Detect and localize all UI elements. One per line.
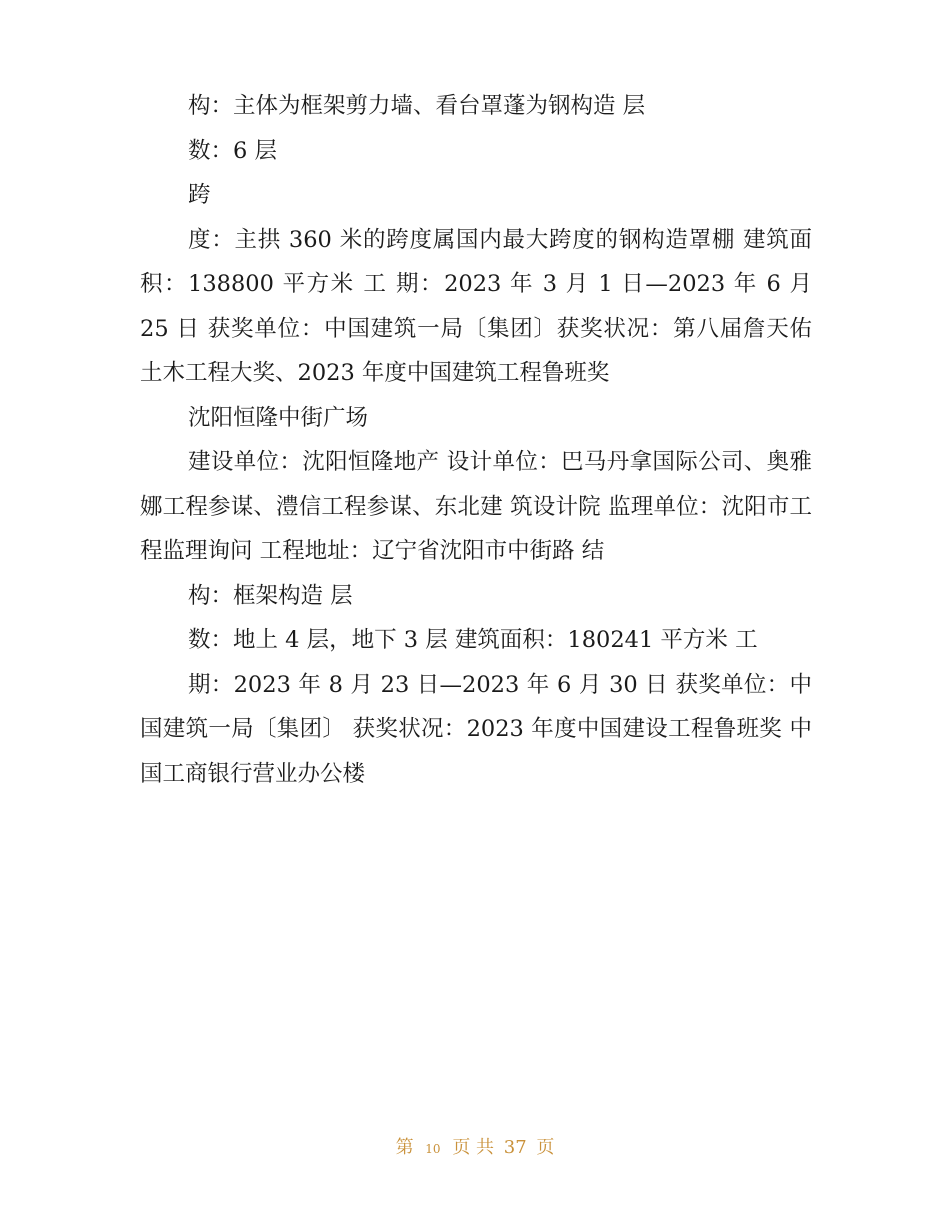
paragraph: 跨 xyxy=(188,182,211,208)
page-footer xyxy=(0,1133,950,1159)
paragraph: 数：6 层 xyxy=(188,137,277,164)
footer-prefix: 第 xyxy=(395,1137,414,1158)
footer-middle: 页 共 xyxy=(452,1137,495,1158)
section-heading: 沈阳恒隆中街广场 xyxy=(188,404,369,431)
paragraph: 度：主拱 360 米的跨度属国内最大跨度的钢构造罩棚 建筑面积：138800 平方米 工 期：2023 年 3 月 1 日—2023 年 6 月 25 日 获奖单位：中国建筑一局〔集团〕获奖状况：第八届詹天佑土木工程大奖、2023 年度中国建筑工程鲁班奖 xyxy=(140,226,812,386)
page-number: 10 xyxy=(425,1142,441,1156)
paragraph: 建设单位：沈阳恒隆地产 设计单位：巴马丹拿国际公司、奥雅娜工程参谋、澧信工程参谋、东北建 筑设计院 监理单位：沈阳市工程监理询问 工程地址：辽宁省沈阳市中街路 结 xyxy=(140,449,812,564)
paragraph: 构：框架构造 层 xyxy=(188,582,353,609)
paragraph: 数：地上 4 层，地下 3 层 建筑面积：180241 平方米 工 xyxy=(188,627,758,653)
footer-suffix: 页 xyxy=(536,1137,555,1158)
paragraph: 期：2023 年 8 月 23 日—2023 年 6 月 30 日 获奖单位：中国建筑一局〔集团〕 获奖状况：2023 年度中国建设工程鲁班奖 中国工商银行营业办公楼 xyxy=(140,671,812,787)
paragraph: 构：主体为框架剪力墙、看台罩蓬为钢构造 层 xyxy=(188,93,646,119)
document-body xyxy=(140,84,812,796)
total-pages: 37 xyxy=(503,1137,527,1158)
